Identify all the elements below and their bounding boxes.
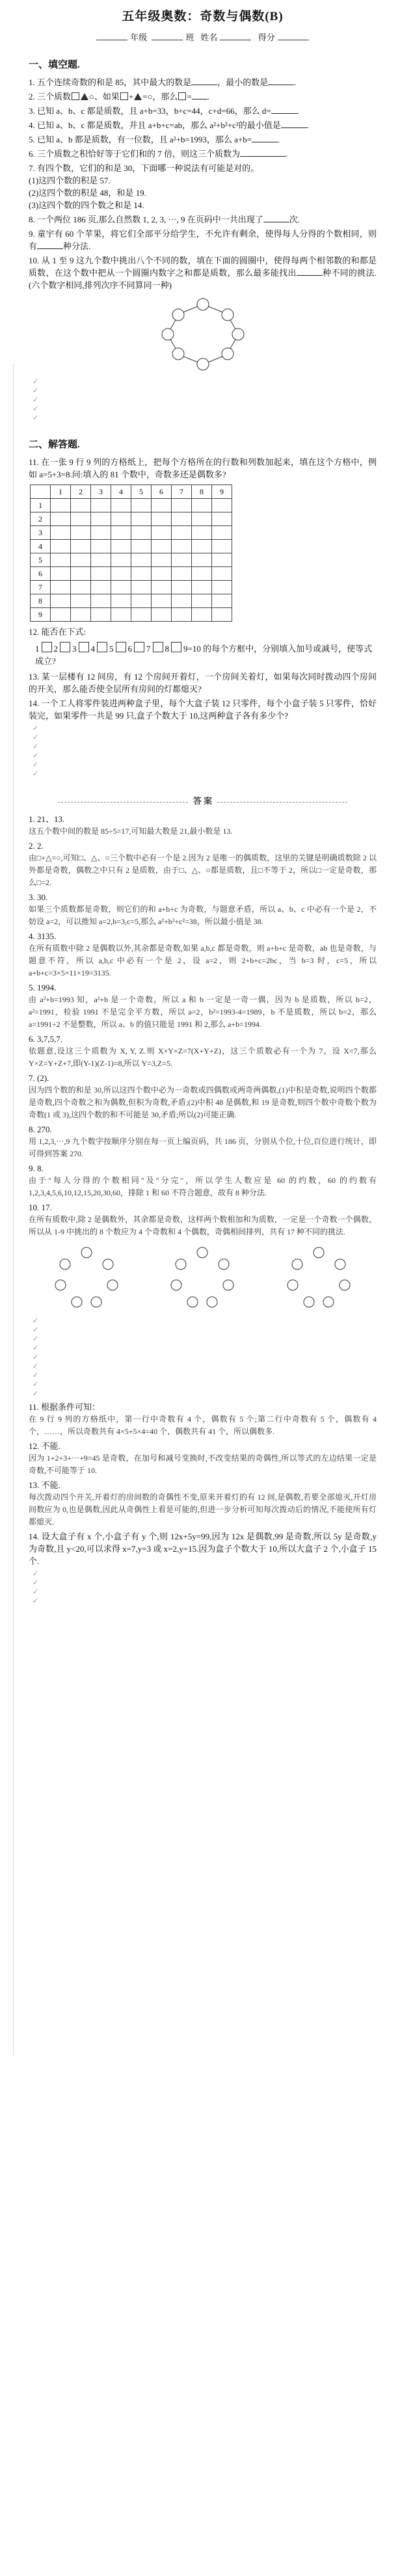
- grid-col-header: 8: [192, 485, 212, 499]
- grid-col-header: 4: [111, 485, 131, 499]
- grid-cell[interactable]: [91, 499, 111, 512]
- answer-1: 1. 21、13. 这五个数中间的数是 85÷5=17,可知最大数是 21,最小数是 13.: [29, 814, 233, 836]
- grid-cell[interactable]: [91, 608, 111, 622]
- grid-cell[interactable]: [131, 567, 152, 581]
- grid-cell[interactable]: [212, 581, 232, 594]
- question-11: 11. 在一张 9 行 9 列的方格纸上，把每个方格所在的行数和列数加起来，填在这个方格中，例如 a=5+3=8.问:填入的 81 个数中，奇数多还是偶数多?: [29, 457, 377, 479]
- grid-row-header: 8: [31, 594, 51, 608]
- answer-blank[interactable]: [263, 213, 289, 222]
- answer-7: 7. (2). 因为四个数的和是 30,所以这四个数中必为一奇数或四偶数或两奇两偶数,(1)中积是奇数,说明四个数都是奇数,四个奇数之和为偶数,但积为奇数,矛盾;(2)中积 48 是偶数,和 19 是奇数,则四个数中奇数个数为奇数(1 或 3),这四个数的和不可能是 30,矛盾;所以(2)可能正确.: [29, 1073, 377, 1119]
- sign-box[interactable]: [171, 642, 181, 652]
- margin-marks: ✓ ✓ ✓ ✓ ✓: [33, 378, 39, 422]
- grid-cell[interactable]: [152, 512, 172, 526]
- grid-cell[interactable]: [91, 567, 111, 581]
- number-grid-table: [30, 485, 232, 622]
- grid-cell[interactable]: [192, 499, 212, 512]
- answer-divider: 答 案: [29, 794, 377, 806]
- grid-cell[interactable]: [152, 567, 172, 581]
- grid-cell[interactable]: [131, 608, 152, 622]
- sign-box[interactable]: [134, 642, 144, 652]
- answer-blank[interactable]: [192, 90, 207, 100]
- triangle-symbol: [134, 93, 142, 100]
- question-4: 4. 已知 a、b、c 都是质数，并且 a+b+c=ab，那么 a²+b²+c²的最小值是 .: [29, 120, 310, 130]
- grid-col-header: 2: [71, 485, 91, 499]
- grid-row-header: 1: [31, 499, 51, 512]
- question-13: 13. 某一层楼有 12 间房，有 12 个房间开着灯，一个房间关着灯，如果每次同时拨动四个房间的开关，那么能否使全层所有房间的灯都熄灭?: [29, 672, 377, 694]
- question-7: 7. 有四个数，它们的和是 30，下面哪一种说法有可能是对的。 (1)这四个数的积是 57. (2)这四个数的积是 48，和是 19. (3)这四个数的四个数之和是 14.: [29, 163, 260, 210]
- answer-blank[interactable]: [191, 76, 217, 85]
- answer-2: 2. 2. 由□+△=○,可知□、△、○三个数中必有一个是 2.因为 2 是唯一的偶质数，这里的关键是明确质数除 2 以外都是奇数，偶数之中只有 2 是质数，由于□、△、○都是质数，且□不等于 2，所以□一定是奇数，那么□=2.: [29, 841, 377, 887]
- answer-5: 5. 1994. 由 a²+b=1993 知，a²+b 是一个奇数，所以 a 和 b 一定是一奇一偶，因为 b 是质数，所以 b=2，a²=1991，检验 1991 不是完全平方数，所以 a=2，b²=1993-4=1989，b 不是质数，所以 b=2，那么 a=1991÷2 不是整数，所以 a、b 的值只能是 1991 和 2,那么 a+b=1994.: [29, 983, 377, 1029]
- grade-label: 年级: [130, 33, 148, 42]
- grid-corner: [31, 485, 51, 499]
- grid-cell[interactable]: [192, 526, 212, 540]
- grid-col-header: 5: [131, 485, 152, 499]
- grid-cell[interactable]: [111, 526, 131, 540]
- question-14: 14. 一个工人将零件装进两种盒子里，每个大盒子装 12 只零件，每个小盒子装 5 只零件，恰好装完，如果零件一共是 99 只,盒子个数大于 10,这两种盒子各有多少个?: [29, 698, 377, 721]
- answer-14: 14. 设大盒子有 x 个,小盒子有 y 个,则 12x+5y=99,因为 12x 是偶数,99 是奇数,所以 5y 是奇数,y 为奇数,且 y<20,可以求得 x=7,y=3 或 x=2,y=15.因为盒子个数大于 10,所以大盒子 2 个,小盒子 15 个.: [29, 1532, 377, 1566]
- answer-ring-figures: [29, 1245, 377, 1310]
- grid-cell[interactable]: [152, 526, 172, 540]
- grid-cell[interactable]: [212, 540, 232, 553]
- grid-cell[interactable]: [192, 567, 212, 581]
- grid-cell[interactable]: [111, 553, 131, 567]
- question-10: 10. 从 1 至 9 这九个数中挑出八个不同的数，填在下面的圆圈中，使得每两个相邻数的和都是质数，在这个数中把从一个圆圈内数字之和都是质数，那么最多能找出 种不同的挑法.(六个数字相同,排列次序不同算同一种): [29, 256, 377, 290]
- grid-cell[interactable]: [71, 608, 91, 622]
- grid-cell[interactable]: [212, 594, 232, 608]
- circle-ring-figure: [29, 295, 377, 373]
- grid-cell[interactable]: [172, 594, 192, 608]
- grid-cell[interactable]: [131, 526, 152, 540]
- grid-cell[interactable]: [51, 553, 71, 567]
- triangle-symbol: [81, 93, 88, 100]
- grid-cell[interactable]: [111, 608, 131, 622]
- grid-cell[interactable]: [152, 581, 172, 594]
- margin-marks: ✓ ✓ ✓ ✓ ✓ ✓ ✓ ✓ ✓: [33, 1317, 39, 1398]
- grid-cell[interactable]: [71, 567, 91, 581]
- grid-cell[interactable]: [131, 581, 152, 594]
- grid-cell[interactable]: [152, 553, 172, 567]
- square-symbol: [72, 92, 79, 100]
- grid-cell[interactable]: [172, 581, 192, 594]
- circle-ring-svg: [157, 295, 248, 373]
- ring-figure-b: [167, 1245, 238, 1310]
- answer-blank[interactable]: [252, 133, 278, 142]
- answer-4: 4. 3135. 在所有质数中除 2 是偶数以外,其余都是奇数,如果 a,b,c 都是奇数，则 a+b+c 是奇数，ab 也是奇数，与题意不符，所以 a,b,c 中必有一个是 2，设 a=2，则 2+b+c=2bc，当 b=3 时，c=5，所以 a+b+c=3×5×11×19=3135.: [29, 931, 377, 977]
- grid-cell[interactable]: [51, 567, 71, 581]
- answer-9: 9. 8. 由于"每人分得的个数相同"及"分完"，所以学生人数应是 60 的约数，60 的约数有 1,2,3,4,5,6,10,12,15,20,30,60，排除 1 和 60 不符合题意，故有 8 种分法.: [29, 1163, 377, 1197]
- grid-col-header: 3: [91, 485, 111, 499]
- question-8: 8. 一个两位 186 页,那么自然数 1, 2, 3, ⋯, 9 在页码中一共出现了 次.: [29, 215, 300, 224]
- answer-13: 13. 不能. 每次拨动四个开关,开着灯的房间数的奇偶性不变,原来开着灯的有 12 间,是偶数,若要全部熄灭,开灯房间数应为 0,也是偶数,因此从奇偶性上看是可能的,但进一步分析可知每次拨动后的情况,不能使所有灯都熄灭.: [29, 1480, 377, 1526]
- section-solve-title: 二、解答题.: [29, 440, 80, 450]
- question-1: 1. 五个连续奇数的和是 85，其中最大的数是 ，最小的数是 .: [29, 77, 297, 87]
- square-symbol: [178, 92, 186, 100]
- student-info-line: [29, 31, 377, 43]
- grid-row-header: 2: [31, 512, 51, 526]
- grid-cell[interactable]: [131, 594, 152, 608]
- grid-cell[interactable]: [51, 512, 71, 526]
- sign-box[interactable]: [60, 642, 70, 652]
- grid-cell[interactable]: [192, 594, 212, 608]
- grid-cell[interactable]: [172, 540, 192, 553]
- grid-row-header: 6: [31, 567, 51, 581]
- grid-cell[interactable]: [192, 553, 212, 567]
- margin-marks: ✓ ✓ ✓ ✓: [33, 1570, 39, 1605]
- answer-blank[interactable]: [240, 148, 286, 157]
- grid-cell[interactable]: [192, 608, 212, 622]
- sign-box[interactable]: [79, 642, 89, 652]
- grid-cell[interactable]: [212, 526, 232, 540]
- answer-8: 8. 270. 用 1,2,3,⋯,9 九个数字按顺序分别在每一页上编页码，共 186 页，分别从个位,十位,百位进行统计，即可得到答案 270.: [29, 1124, 377, 1158]
- margin-marks: ✓ ✓ ✓ ✓ ✓ ✓: [33, 724, 39, 778]
- grid-cell[interactable]: [152, 594, 172, 608]
- grid-cell[interactable]: [51, 608, 71, 622]
- grid-cell[interactable]: [131, 553, 152, 567]
- equation-box-row: 1 2 3 4 5 6 7 8 9=10 的每个方框中，分别填入加号或减号，使等式成立?: [35, 642, 377, 667]
- answer-blank[interactable]: [268, 76, 294, 85]
- grid-cell[interactable]: [172, 567, 192, 581]
- grid-cell[interactable]: [91, 526, 111, 540]
- margin-fold-line: [13, 364, 14, 2055]
- section-fill-blank-title: 一、填空题.: [29, 60, 80, 70]
- answer-11: 11. 根据条件可知： 在 9 行 9 列的方格纸中，第一行中奇数有 4 个，偶数有 5 个;第二行中奇数有 5 个，偶数有 4 个，……，所以奇数共有 4×5+5×4=40 个，偶数共有 41 个，所以偶数多.: [29, 1402, 377, 1436]
- sign-box[interactable]: [116, 642, 126, 652]
- name-label: 姓名: [200, 33, 218, 42]
- grid-cell[interactable]: [51, 581, 71, 594]
- grid-cell[interactable]: [192, 540, 212, 553]
- grid-cell[interactable]: [51, 594, 71, 608]
- grid-cell[interactable]: [172, 499, 192, 512]
- sign-box[interactable]: [153, 642, 163, 652]
- grid-cell[interactable]: [111, 594, 131, 608]
- score-label: 得分: [258, 33, 275, 42]
- answer-blank[interactable]: [37, 240, 63, 249]
- grid-cell[interactable]: [71, 540, 91, 553]
- grid-cell[interactable]: [172, 526, 192, 540]
- grid-cell[interactable]: [111, 540, 131, 553]
- question-2: 2. 三个质数 ○、如果 + =○，那么 = .: [29, 92, 210, 101]
- grid-cell[interactable]: [91, 594, 111, 608]
- sign-box[interactable]: [42, 642, 52, 652]
- grid-row-header: 5: [31, 553, 51, 567]
- answer-10: 10. 17. 在所有质数中,除 2 是偶数外，其余都是奇数，这样两个数相加和为质数，一定是一个奇数一个偶数，所以从 1-9 中挑出的 8 个数应为 4 个奇数和 4 个偶数，奇偶相间排列，共有 17 种不同的挑法.: [29, 1202, 377, 1236]
- grid-col-header: 7: [172, 485, 192, 499]
- question-6: 6. 三个质数之积恰好等于它们和的 7 倍，则这三个质数为 .: [29, 149, 288, 159]
- grid-cell[interactable]: [152, 540, 172, 553]
- answer-blank[interactable]: [281, 119, 307, 128]
- grid-cell[interactable]: [212, 553, 232, 567]
- grid-row-header: 7: [31, 581, 51, 594]
- grid-cell[interactable]: [131, 499, 152, 512]
- grid-cell[interactable]: [51, 540, 71, 553]
- grid-cell[interactable]: [71, 594, 91, 608]
- question-12: 12. 能否在下式:: [29, 627, 87, 637]
- grid-cell[interactable]: [192, 512, 212, 526]
- grid-row-header: 4: [31, 540, 51, 553]
- grid-cell[interactable]: [51, 526, 71, 540]
- grid-cell[interactable]: [111, 512, 131, 526]
- answer-blank[interactable]: [271, 105, 297, 114]
- grid-cell[interactable]: [91, 553, 111, 567]
- question-3: 3. 已知 a、b、c 都是质数，且 a+b=33，b+c=44，c+d=66，那么 d= .: [29, 106, 299, 116]
- grid-cell[interactable]: [51, 499, 71, 512]
- square-symbol: [120, 92, 128, 100]
- grid-cell[interactable]: [152, 499, 172, 512]
- grid-cell[interactable]: [111, 499, 131, 512]
- answer-12: 12. 不能. 因为 1+2+3+⋯+9=45 是奇数，在加号和减号变换时,不改变结果的奇偶性,所以等式的左边结果一定是奇数,不可能等于 10.: [29, 1441, 377, 1475]
- grid-cell[interactable]: [212, 567, 232, 581]
- class-label: 班: [185, 33, 194, 42]
- sign-box[interactable]: [97, 642, 107, 652]
- grid-cell[interactable]: [212, 608, 232, 622]
- grid-col-header: 1: [51, 485, 71, 499]
- grid-cell[interactable]: [172, 512, 192, 526]
- grid-cell[interactable]: [91, 512, 111, 526]
- grid-cell[interactable]: [71, 499, 91, 512]
- grid-col-header: 9: [212, 485, 232, 499]
- grid-cell[interactable]: [192, 581, 212, 594]
- grid-row-header: 9: [31, 608, 51, 622]
- grid-cell[interactable]: [111, 581, 131, 594]
- question-5: 5. 已知 a、b 都是质数，有一位数，且 a²+b=1993，那么 a+b= .: [29, 135, 280, 144]
- question-9: 9. 童宇有 60 个苹果，将它们全部平分给学生，不允许有剩余，使得每人分得的个数相同，则有 种分法.: [29, 229, 377, 251]
- grid-cell[interactable]: [111, 567, 131, 581]
- grid-cell[interactable]: [172, 608, 192, 622]
- grid-cell[interactable]: [131, 512, 152, 526]
- grid-cell[interactable]: [71, 581, 91, 594]
- grid-cell[interactable]: [131, 540, 152, 553]
- grid-row-header: 3: [31, 526, 51, 540]
- grid-cell[interactable]: [91, 540, 111, 553]
- grid-col-header: 6: [152, 485, 172, 499]
- answer-3: 3. 30. 如果三个质数都是奇数，则它们的和 a+b+c 为奇数，与题意矛盾，所以 a、b、c 中必有一个是 2，不妨设 a=2，可以推知 a=2,b=3,c=5,那么 a²+b²+c²=38，所以最小值是 38.: [29, 892, 377, 926]
- grid-cell[interactable]: [212, 512, 232, 526]
- answer-blank[interactable]: [297, 267, 323, 276]
- grid-cell[interactable]: [71, 526, 91, 540]
- page-title: 五年级奥数：奇数与偶数(B): [122, 10, 284, 23]
- ring-figure-c: [283, 1245, 354, 1310]
- grid-cell[interactable]: [71, 553, 91, 567]
- answer-6: 6. 3,7,5,7. 依题意,设这三个质数为 X, Y, Z.则 X×Y×Z=7(X+Y+Z)，这三个质数必有一个为 7，设 X=7,那么 Y×Z=Y+Z+7,即(Y-1)(Z-1)=8,所以 Y=3,Z=5.: [29, 1034, 377, 1068]
- ring-figure-a: [51, 1245, 122, 1310]
- grid-cell[interactable]: [172, 553, 192, 567]
- grid-cell[interactable]: [152, 608, 172, 622]
- grid-cell[interactable]: [212, 499, 232, 512]
- grid-cell[interactable]: [91, 581, 111, 594]
- grid-cell[interactable]: [71, 512, 91, 526]
